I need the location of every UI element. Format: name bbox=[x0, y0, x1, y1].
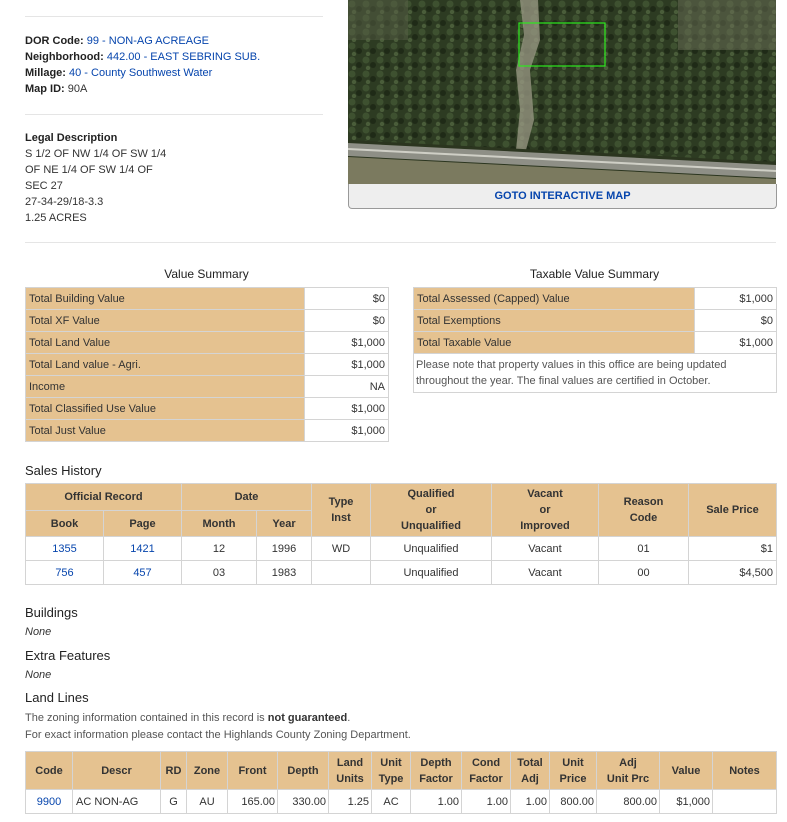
table-row bbox=[26, 420, 389, 442]
col-text: Unit bbox=[380, 756, 402, 769]
row-value: $0 bbox=[695, 310, 777, 332]
col-text: Units bbox=[336, 772, 364, 785]
land-units-cell: 1.25 bbox=[329, 790, 372, 814]
row-value: $1,000 bbox=[305, 398, 389, 420]
col-text: Factor bbox=[419, 772, 453, 785]
table-row bbox=[26, 561, 777, 585]
sales-history-table bbox=[25, 483, 777, 585]
col-text: Type bbox=[328, 496, 354, 508]
zoning-note-bold: not guaranteed bbox=[267, 712, 348, 724]
row-label: Total Land Value bbox=[26, 332, 305, 354]
col-text: Vacant bbox=[527, 488, 563, 500]
row-label: Income bbox=[26, 376, 305, 398]
col-qualified bbox=[371, 484, 492, 537]
value-cell: $1,000 bbox=[660, 790, 713, 814]
map-id-label: Map ID: bbox=[25, 83, 65, 95]
dor-code-link[interactable]: 99 - NON-AG ACREAGE bbox=[86, 35, 209, 47]
total-adj-cell: 1.00 bbox=[511, 790, 550, 814]
col-text: Land bbox=[336, 756, 364, 769]
col-text: Improved bbox=[520, 520, 570, 532]
col-text: Reason bbox=[623, 496, 664, 508]
adj-unit-price-cell: 800.00 bbox=[597, 790, 660, 814]
table-row bbox=[414, 288, 777, 310]
row-label: Total Just Value bbox=[26, 420, 305, 442]
col-vacant bbox=[492, 484, 599, 537]
col-notes: Notes bbox=[713, 752, 777, 790]
col-text: Code bbox=[629, 512, 658, 524]
millage-label: Millage: bbox=[25, 67, 66, 79]
descr-cell: AC NON-AG bbox=[73, 790, 161, 814]
row-value: $0 bbox=[305, 288, 389, 310]
row-value: $0 bbox=[305, 310, 389, 332]
month-cell: 03 bbox=[182, 561, 257, 585]
land-lines-table bbox=[25, 751, 777, 814]
col-text: Unqualified bbox=[401, 520, 461, 532]
row-label: Total Building Value bbox=[26, 288, 305, 310]
front-cell: 165.00 bbox=[228, 790, 278, 814]
millage-link[interactable]: 40 - County Southwest Water bbox=[69, 67, 213, 79]
qualified-cell: Unqualified bbox=[371, 537, 492, 561]
row-label: Total Assessed (Capped) Value bbox=[414, 288, 695, 310]
month-cell: 12 bbox=[182, 537, 257, 561]
unit-type-cell: AC bbox=[372, 790, 411, 814]
col-text: Cond bbox=[471, 756, 501, 769]
sale-price-cell: $1 bbox=[689, 537, 777, 561]
goto-interactive-map-button[interactable]: GOTO INTERACTIVE MAP bbox=[348, 184, 777, 209]
page-link[interactable]: 1421 bbox=[130, 542, 155, 555]
table-row bbox=[26, 790, 777, 814]
divider bbox=[25, 16, 323, 17]
col-text: Qualified bbox=[407, 488, 455, 500]
reason-code-cell: 01 bbox=[599, 537, 689, 561]
row-value: $1,000 bbox=[305, 420, 389, 442]
col-text: Unit Prc bbox=[606, 772, 650, 785]
col-descr: Descr bbox=[73, 752, 161, 790]
value-summary-table bbox=[25, 287, 389, 442]
vacant-cell: Vacant bbox=[492, 537, 599, 561]
book-link[interactable]: 1355 bbox=[52, 542, 77, 555]
col-zone: Zone bbox=[187, 752, 228, 790]
dor-code-label: DOR Code: bbox=[25, 35, 84, 47]
zoning-note bbox=[25, 712, 350, 724]
col-reason-code bbox=[599, 484, 689, 537]
values-note-line: throughout the year. The final values are certified in October. bbox=[416, 375, 711, 387]
millage-line bbox=[25, 65, 212, 81]
land-lines-title: Land Lines bbox=[25, 690, 89, 705]
col-text: Adj bbox=[619, 756, 637, 769]
values-note bbox=[414, 354, 777, 393]
zoning-contact-note: For exact information please contact the Highlands County Zoning Department. bbox=[25, 729, 411, 741]
col-value: Value bbox=[660, 752, 713, 790]
row-label: Total Exemptions bbox=[414, 310, 695, 332]
col-depth: Depth bbox=[278, 752, 329, 790]
type-inst-cell: WD bbox=[312, 537, 371, 561]
row-label: Total Classified Use Value bbox=[26, 398, 305, 420]
reason-code-cell: 00 bbox=[599, 561, 689, 585]
col-rd: RD bbox=[161, 752, 187, 790]
table-row bbox=[414, 310, 777, 332]
row-label: Total XF Value bbox=[26, 310, 305, 332]
qualified-cell: Unqualified bbox=[371, 561, 492, 585]
depth-cell: 330.00 bbox=[278, 790, 329, 814]
col-date: Date bbox=[182, 484, 312, 511]
book-link[interactable]: 756 bbox=[55, 566, 74, 579]
col-unit-type bbox=[372, 752, 411, 790]
col-total-adj bbox=[511, 752, 550, 790]
col-page: Page bbox=[104, 511, 182, 537]
legal-line: SEC 27 bbox=[25, 180, 63, 192]
col-code: Code bbox=[26, 752, 73, 790]
col-depth-factor bbox=[411, 752, 462, 790]
neighborhood-line bbox=[25, 49, 260, 65]
cond-factor-cell: 1.00 bbox=[462, 790, 511, 814]
rd-cell: G bbox=[161, 790, 187, 814]
taxable-summary-table bbox=[413, 287, 777, 393]
col-sale-price: Sale Price bbox=[689, 484, 777, 537]
zone-cell: AU bbox=[187, 790, 228, 814]
col-adj-unit-price bbox=[597, 752, 660, 790]
buildings-title: Buildings bbox=[25, 605, 78, 620]
table-row bbox=[26, 354, 389, 376]
aerial-map[interactable] bbox=[348, 0, 776, 184]
extra-features-value: None bbox=[25, 669, 52, 681]
table-row bbox=[26, 398, 389, 420]
col-text: Factor bbox=[469, 772, 503, 785]
table-row bbox=[26, 288, 389, 310]
sales-history-title: Sales History bbox=[25, 463, 102, 478]
col-text: or bbox=[425, 504, 437, 516]
legal-line: OF NE 1/4 OF SW 1/4 OF bbox=[25, 164, 153, 176]
col-text: Inst bbox=[331, 512, 351, 524]
land-code-link[interactable]: 9900 bbox=[36, 795, 62, 808]
col-unit-price bbox=[550, 752, 597, 790]
col-text: Type bbox=[378, 772, 404, 785]
table-row bbox=[26, 376, 389, 398]
sale-price-cell: $4,500 bbox=[689, 561, 777, 585]
table-row bbox=[414, 354, 777, 393]
unit-price-cell: 800.00 bbox=[550, 790, 597, 814]
divider bbox=[25, 114, 323, 115]
row-label: Total Land value - Agri. bbox=[26, 354, 305, 376]
zoning-note-text: . bbox=[347, 712, 351, 724]
col-text: Depth bbox=[420, 756, 452, 769]
divider bbox=[25, 242, 776, 243]
dor-code-line bbox=[25, 33, 209, 49]
col-text: Total bbox=[517, 756, 543, 769]
row-value: $1,000 bbox=[305, 332, 389, 354]
legal-title: Legal Description bbox=[25, 132, 118, 144]
col-text: Adj bbox=[521, 772, 539, 785]
table-row bbox=[26, 332, 389, 354]
value-summary-title: Value Summary bbox=[164, 267, 249, 281]
row-label: Total Taxable Value bbox=[414, 332, 695, 354]
col-cond-factor bbox=[462, 752, 511, 790]
type-inst-cell bbox=[312, 561, 371, 585]
values-note-line: Please note that property values in this office are being updated bbox=[416, 359, 727, 371]
taxable-summary-title: Taxable Value Summary bbox=[529, 267, 660, 281]
col-type-inst bbox=[312, 484, 371, 537]
page-link[interactable]: 457 bbox=[133, 566, 152, 579]
table-row bbox=[26, 537, 777, 561]
col-front: Front bbox=[228, 752, 278, 790]
map-id-line bbox=[25, 81, 87, 97]
col-month: Month bbox=[182, 511, 257, 537]
col-text: Unit bbox=[562, 756, 584, 769]
buildings-value: None bbox=[25, 626, 52, 638]
depth-factor-cell: 1.00 bbox=[411, 790, 462, 814]
legal-description bbox=[25, 130, 166, 226]
col-land-units bbox=[329, 752, 372, 790]
vacant-cell: Vacant bbox=[492, 561, 599, 585]
col-book: Book bbox=[26, 511, 104, 537]
aerial-map-image bbox=[348, 0, 776, 184]
legal-line: S 1/2 OF NW 1/4 OF SW 1/4 bbox=[25, 148, 167, 160]
map-id-value: 90A bbox=[67, 83, 88, 95]
col-year: Year bbox=[257, 511, 312, 537]
col-official-record: Official Record bbox=[26, 484, 182, 511]
table-row bbox=[26, 310, 389, 332]
table-row bbox=[414, 332, 777, 354]
year-cell: 1983 bbox=[257, 561, 312, 585]
row-value: $1,000 bbox=[695, 288, 777, 310]
row-value: $1,000 bbox=[305, 354, 389, 376]
col-text: Price bbox=[559, 772, 587, 785]
notes-cell bbox=[713, 790, 777, 814]
zoning-note-text: The zoning information contained in this record is bbox=[25, 712, 268, 724]
legal-line: 27-34-29/18-3.3 bbox=[25, 196, 104, 208]
neighborhood-link[interactable]: 442.00 - EAST SEBRING SUB. bbox=[106, 51, 261, 63]
neighborhood-label: Neighborhood: bbox=[25, 51, 104, 63]
col-text: or bbox=[539, 504, 551, 516]
year-cell: 1996 bbox=[257, 537, 312, 561]
legal-line: 1.25 ACRES bbox=[25, 212, 87, 224]
row-value: $1,000 bbox=[695, 332, 777, 354]
extra-features-title: Extra Features bbox=[25, 648, 111, 663]
row-value: NA bbox=[305, 376, 389, 398]
